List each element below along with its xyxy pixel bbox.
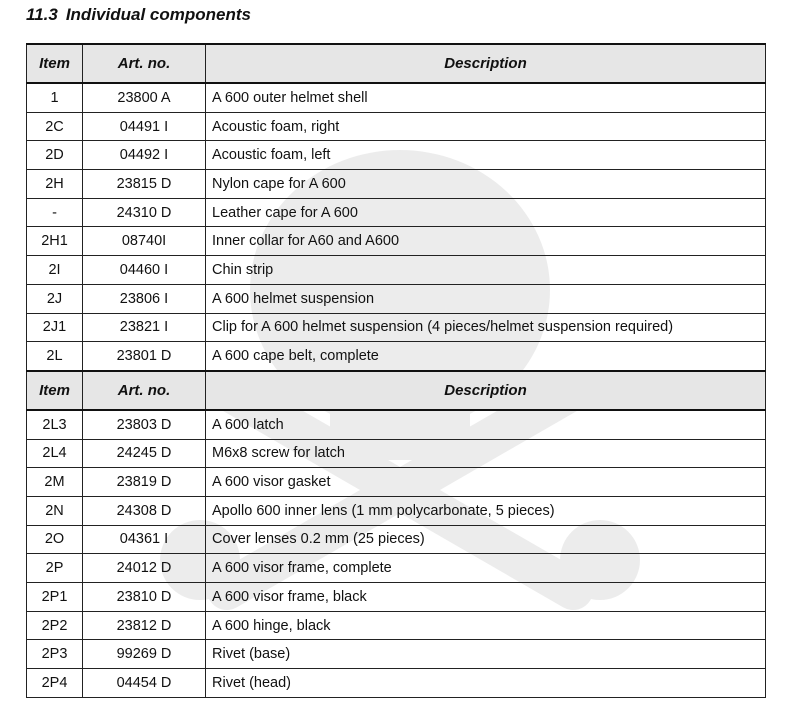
- art-no-cell: 24310 D: [83, 198, 206, 227]
- table-row: [27, 342, 766, 371]
- table-group-2: [27, 371, 766, 697]
- description-cell: A 600 helmet suspension: [206, 284, 766, 313]
- table-row: [27, 227, 766, 256]
- item-cell: 2N: [27, 496, 83, 525]
- art-no-cell: 23819 D: [83, 468, 206, 497]
- description-cell: Clip for A 600 helmet suspension (4 pieces/helmet suspension required): [206, 313, 766, 342]
- column-header-art-no: Art. no.: [83, 371, 206, 410]
- description-cell: Rivet (base): [206, 640, 766, 669]
- table-row: [27, 410, 766, 439]
- item-cell: 2P4: [27, 669, 83, 698]
- table-row: [27, 554, 766, 583]
- column-header-description: Description: [206, 371, 766, 410]
- table-row: [27, 313, 766, 342]
- description-cell: Chin strip: [206, 256, 766, 285]
- item-cell: 2P3: [27, 640, 83, 669]
- description-cell: Apollo 600 inner lens (1 mm polycarbonate, 5 pieces): [206, 496, 766, 525]
- table-row: [27, 170, 766, 199]
- item-cell: 2C: [27, 112, 83, 141]
- description-cell: A 600 outer helmet shell: [206, 83, 766, 112]
- art-no-cell: 99269 D: [83, 640, 206, 669]
- section-title: Individual components: [65, 5, 251, 24]
- art-no-cell: 04454 D: [83, 669, 206, 698]
- table-row: [27, 583, 766, 612]
- art-no-cell: 23803 D: [83, 410, 206, 439]
- item-cell: 2H1: [27, 227, 83, 256]
- art-no-cell: 23800 A: [83, 83, 206, 112]
- art-no-cell: 23806 I: [83, 284, 206, 313]
- column-header-art-no: Art. no.: [83, 44, 206, 83]
- description-cell: A 600 hinge, black: [206, 611, 766, 640]
- art-no-cell: 24245 D: [83, 439, 206, 468]
- art-no-cell: 23812 D: [83, 611, 206, 640]
- column-header-item: Item: [27, 44, 83, 83]
- table-row: [27, 496, 766, 525]
- item-cell: 2J1: [27, 313, 83, 342]
- item-cell: 2J: [27, 284, 83, 313]
- art-no-cell: 24308 D: [83, 496, 206, 525]
- table-group-1: [27, 44, 766, 371]
- table-row: [27, 83, 766, 112]
- description-cell: A 600 latch: [206, 410, 766, 439]
- table-row: [27, 112, 766, 141]
- art-no-cell: 08740I: [83, 227, 206, 256]
- table-row: [27, 669, 766, 698]
- item-cell: 2H: [27, 170, 83, 199]
- description-cell: Cover lenses 0.2 mm (25 pieces): [206, 525, 766, 554]
- table-row: [27, 284, 766, 313]
- art-no-cell: 23815 D: [83, 170, 206, 199]
- item-cell: 2M: [27, 468, 83, 497]
- table-header-row: [27, 44, 766, 83]
- table-header-row: [27, 371, 766, 410]
- section-heading: [26, 5, 251, 25]
- description-cell: Acoustic foam, left: [206, 141, 766, 170]
- section-number: 11.3: [26, 5, 58, 24]
- description-cell: A 600 visor frame, complete: [206, 554, 766, 583]
- description-cell: A 600 cape belt, complete: [206, 342, 766, 371]
- item-cell: 2P2: [27, 611, 83, 640]
- art-no-cell: 23801 D: [83, 342, 206, 371]
- description-cell: M6x8 screw for latch: [206, 439, 766, 468]
- item-cell: 2P1: [27, 583, 83, 612]
- item-cell: 2D: [27, 141, 83, 170]
- art-no-cell: 23810 D: [83, 583, 206, 612]
- art-no-cell: 24012 D: [83, 554, 206, 583]
- table-row: [27, 525, 766, 554]
- column-header-item: Item: [27, 371, 83, 410]
- table-row: [27, 468, 766, 497]
- art-no-cell: 04361 I: [83, 525, 206, 554]
- item-cell: 2P: [27, 554, 83, 583]
- item-cell: 2I: [27, 256, 83, 285]
- table-row: [27, 198, 766, 227]
- item-cell: 2L4: [27, 439, 83, 468]
- table-row: [27, 439, 766, 468]
- item-cell: 2O: [27, 525, 83, 554]
- art-no-cell: 04492 I: [83, 141, 206, 170]
- item-cell: 2L: [27, 342, 83, 371]
- description-cell: A 600 visor frame, black: [206, 583, 766, 612]
- column-header-description: Description: [206, 44, 766, 83]
- art-no-cell: 23821 I: [83, 313, 206, 342]
- description-cell: Rivet (head): [206, 669, 766, 698]
- item-cell: -: [27, 198, 83, 227]
- art-no-cell: 04460 I: [83, 256, 206, 285]
- description-cell: Acoustic foam, right: [206, 112, 766, 141]
- table-row: [27, 640, 766, 669]
- components-table: [26, 43, 766, 698]
- table-row: [27, 611, 766, 640]
- description-cell: A 600 visor gasket: [206, 468, 766, 497]
- description-cell: Inner collar for A60 and A600: [206, 227, 766, 256]
- table-row: [27, 141, 766, 170]
- item-cell: 2L3: [27, 410, 83, 439]
- description-cell: Leather cape for A 600: [206, 198, 766, 227]
- art-no-cell: 04491 I: [83, 112, 206, 141]
- description-cell: Nylon cape for A 600: [206, 170, 766, 199]
- table-row: [27, 256, 766, 285]
- item-cell: 1: [27, 83, 83, 112]
